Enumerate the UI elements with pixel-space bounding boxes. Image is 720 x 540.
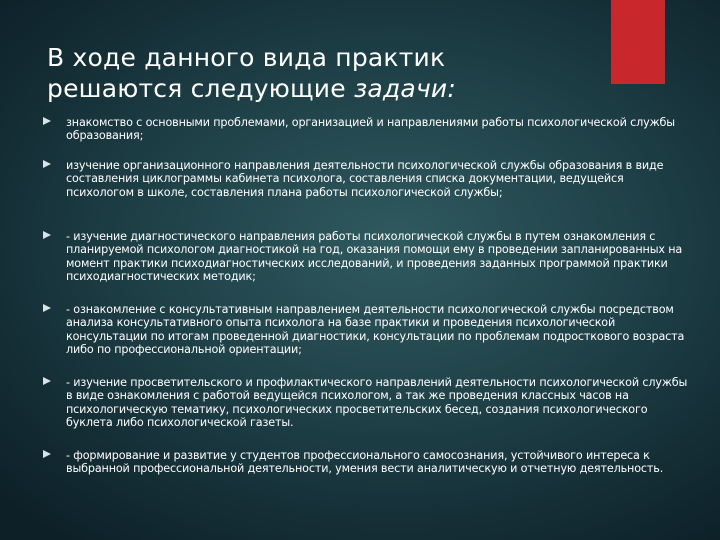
bullet-text: - ознакомление с консультативным направлением деятельности психологической службы посредством анализа консультативного опыта психолога на базе практики и проведения психологической консультации по итогам проведенной диагностики, консультации по проблемам подросткового возраста либо по профессиональной ориентации; [66, 303, 685, 357]
bullet-text: - изучение просветительского и профилактического направлений деятельности психологической службы в виде ознакомления с работой ведущейся психологом, а так же проведения классных часов на психологическую тематику, психологических просветительских бесед, создания психологического буклета либо психологической газеты. [66, 376, 688, 430]
bullet-item [43, 376, 693, 430]
triangle-right-icon [43, 450, 51, 458]
triangle-right-icon [43, 377, 51, 385]
bullet-item [43, 159, 693, 199]
bullet-text: - изучение диагностического направления работы психологической службы в путем ознакомления с планируемой психологом диагностикой на год, оказания помощи ему в проведении запланированных на момент практики психодиагностических исследований, и проведения заданных программой практики психодиагностических методик; [66, 230, 683, 284]
slide-title-emphasis: задачи: [353, 74, 456, 103]
bullet-item [43, 116, 693, 143]
triangle-right-icon [43, 304, 51, 312]
triangle-right-icon [43, 117, 51, 125]
bullet-item [43, 449, 693, 476]
bullet-item [43, 230, 693, 284]
bullet-list [43, 0, 693, 540]
slide-title-text: В ходе данного вида практик решаются следующие [47, 43, 446, 103]
bullet-text: - формирование и развитие у студентов профессионального самосознания, устойчивого интереса к выбранной профессиональной деятельности, умения вести аналитическую и отчетную деятельность. [66, 449, 664, 476]
bullet-text: изучение организационного направления деятельности психологической службы образования в виде составления циклограммы кабинета психолога, составления списка документации, ведущейся психологом в школе, составления плана работы психологической службы; [66, 159, 664, 199]
triangle-right-icon [43, 231, 51, 239]
triangle-right-icon [43, 160, 51, 168]
bullet-item [43, 303, 693, 357]
bullet-text: знакомство с основными проблемами, организацией и направлениями работы психологической службы образования; [66, 116, 675, 143]
